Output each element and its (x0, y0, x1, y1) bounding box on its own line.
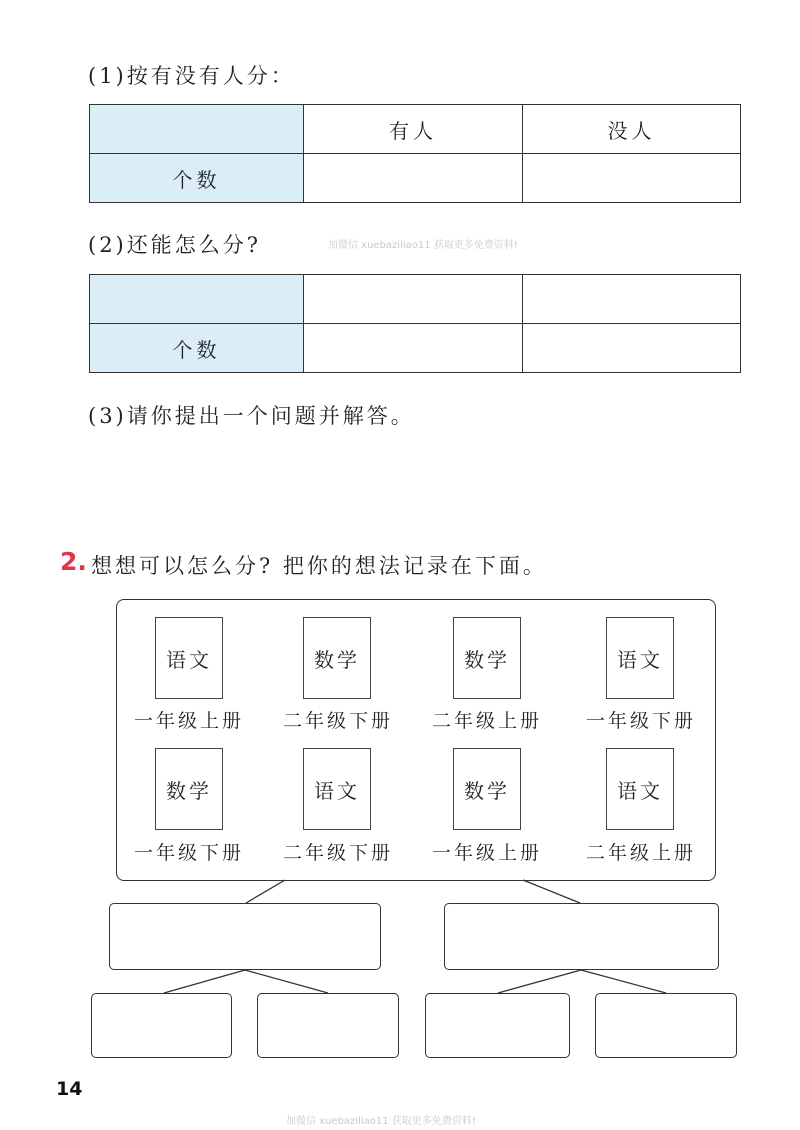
question-prompt: 想想可以怎么分? 把你的想法记录在下面。 (91, 554, 547, 578)
book-grade-label: 二年级下册 (282, 842, 393, 864)
book-grade-label: 一年级上册 (431, 842, 542, 864)
book-grade-label: 一年级下册 (133, 842, 244, 864)
book-subject: 数学 (314, 647, 360, 672)
header-without-people: 没人 (523, 105, 741, 154)
subgroup-box-2[interactable] (257, 993, 399, 1058)
book-subject: 语文 (314, 778, 360, 803)
part1-label: (1)按有没有人分： (88, 64, 295, 88)
book-subject: 语文 (617, 778, 663, 803)
group-box-right[interactable] (444, 903, 719, 970)
subgroup-box-3[interactable] (425, 993, 570, 1058)
book-grade-label: 一年级上册 (133, 710, 244, 732)
header-with-people: 有人 (304, 105, 523, 154)
book-subject: 语文 (166, 647, 212, 672)
subgroup-box-4[interactable] (595, 993, 737, 1058)
book-subject: 数学 (166, 778, 212, 803)
book-subject: 数学 (464, 778, 510, 803)
group-box-left[interactable] (109, 903, 381, 970)
book-grade-label: 二年级上册 (585, 842, 696, 864)
watermark-middle: 加微信 xuebaziliao11 获取更多免费资料! (328, 240, 518, 251)
book-grade-label: 二年级下册 (282, 710, 393, 732)
question-number: 2. (60, 547, 87, 576)
book-grade-label: 一年级下册 (585, 710, 696, 732)
subgroup-box-1[interactable] (91, 993, 232, 1058)
row-label-count: 个数 (90, 324, 304, 373)
watermark-bottom: 加微信 xuebaziliao11 获取更多免费资料! (286, 1116, 476, 1127)
book-subject: 语文 (617, 647, 663, 672)
part3-label: (3)请你提出一个问题并解答。 (88, 404, 415, 428)
book-subject: 数学 (464, 647, 510, 672)
row-label-count: 个数 (90, 154, 304, 203)
part2-label: (2)还能怎么分? (88, 233, 262, 257)
book-grade-label: 二年级上册 (431, 710, 542, 732)
page-number: 14 (56, 1078, 83, 1100)
